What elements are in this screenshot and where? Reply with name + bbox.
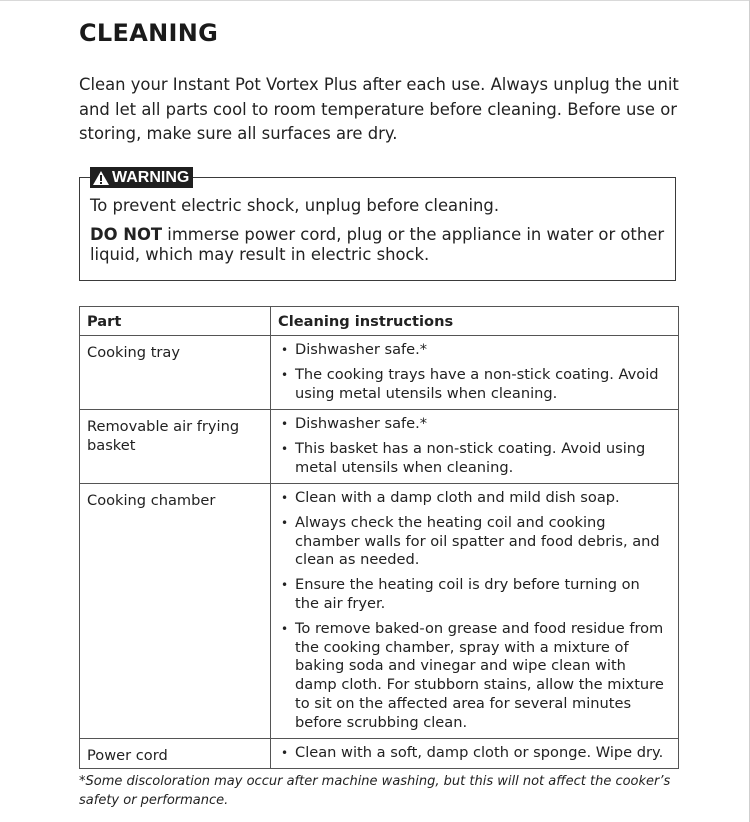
list-item: • Clean with a damp cloth and mild dish soap. <box>280 489 668 508</box>
part-cell: Power cord <box>80 739 271 769</box>
warning-emphasis: DO NOT <box>90 225 163 244</box>
list-item: • To remove baked-on grease and food residue from the cooking chamber, spray with a mixture of baking soda and vinegar and wipe clean with damp cloth. For stubborn stains, allow the mixture to sit on the affected area for several minutes before scrubbing clean. <box>280 620 668 733</box>
list-item: • Ensure the heating coil is dry before turning on the air fryer. <box>280 576 668 614</box>
table-row <box>80 336 679 410</box>
list-item: • Dishwasher safe.* <box>280 341 668 360</box>
table-header-row <box>80 307 679 336</box>
table-row <box>80 410 679 484</box>
list-item: • Always check the heating coil and cooking chamber walls for oil spatter and food debris, and clean as needed. <box>280 514 668 570</box>
cleaning-table <box>79 306 679 769</box>
instruction-list <box>280 489 668 733</box>
part-cell: Removable air frying basket <box>80 410 271 484</box>
warning-label-text: WARNING <box>112 169 190 186</box>
intro-paragraph: Clean your Instant Pot Vortex Plus after each use. Always unplug the unit and let all parts cool to room temperature before cleaning. Before use or storing, make sure all surfaces are dry. <box>79 75 679 143</box>
list-item: • The cooking trays have a non-stick coating. Avoid using metal utensils when cleaning. <box>280 366 668 404</box>
warning-label <box>90 167 193 188</box>
instructions-cell <box>271 739 679 769</box>
list-item: • Clean with a soft, damp cloth or sponge. Wipe dry. <box>280 744 668 763</box>
part-cell: Cooking tray <box>80 336 271 410</box>
page-title: CLEANING <box>79 19 219 47</box>
instruction-list <box>280 415 668 477</box>
instruction-list <box>280 744 668 763</box>
instructions-cell <box>271 336 679 410</box>
warning-text-rest: immerse power cord, plug or the appliance in water or other liquid, which may result in electric shock. <box>90 225 665 264</box>
instruction-list <box>280 341 668 403</box>
warning-triangle-icon <box>92 170 110 186</box>
page-top-border <box>0 0 750 1</box>
footnote: *Some discoloration may occur after machine washing, but this will not affect the cooker’s safety or performance. <box>79 774 671 808</box>
warning-text-immerse <box>90 225 670 265</box>
instructions-cell <box>271 484 679 739</box>
list-item: • This basket has a non-stick coating. Avoid using metal utensils when cleaning. <box>280 440 668 478</box>
table-row <box>80 739 679 769</box>
warning-text-shock: To prevent electric shock, unplug before cleaning. <box>90 196 500 215</box>
table-row <box>80 484 679 739</box>
column-header-instructions: Cleaning instructions <box>271 307 679 336</box>
part-cell: Cooking chamber <box>80 484 271 739</box>
instructions-cell <box>271 410 679 484</box>
column-header-part: Part <box>80 307 271 336</box>
list-item: • Dishwasher safe.* <box>280 415 668 434</box>
